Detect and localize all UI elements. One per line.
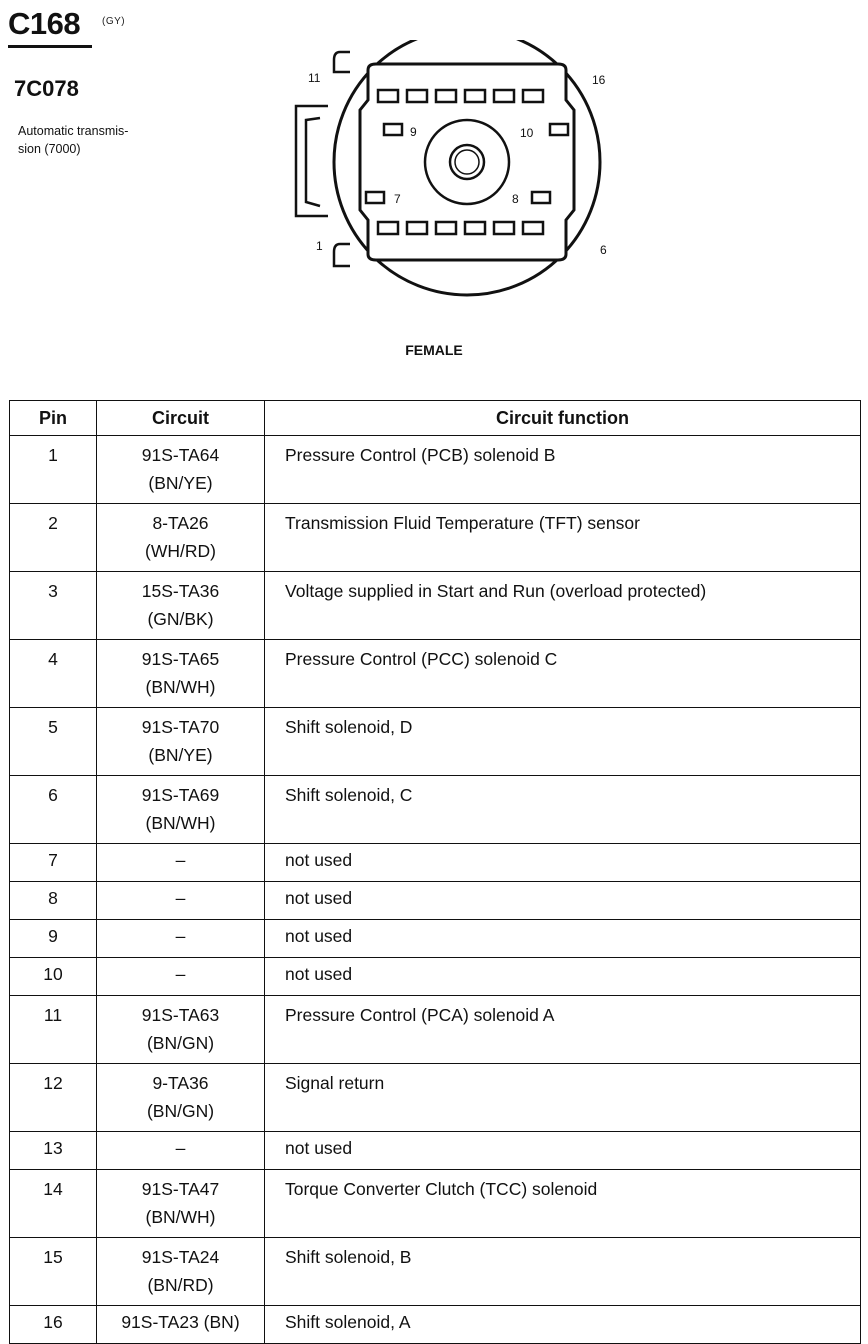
- header-circuit: Circuit: [97, 401, 265, 436]
- pin-table-body: [10, 436, 861, 1344]
- circuit-cell: [97, 920, 265, 958]
- pin-number: 5: [48, 717, 58, 737]
- circuit-function-cell: [265, 504, 861, 572]
- pin-number-cell: [10, 996, 97, 1064]
- table-row: [10, 844, 861, 882]
- circuit-function: Shift solenoid, D: [285, 717, 413, 737]
- circuit-function: Signal return: [285, 1073, 385, 1093]
- circuit-function: Shift solenoid, A: [285, 1312, 411, 1332]
- table-row: [10, 920, 861, 958]
- table-row: [10, 1306, 861, 1344]
- wire-color: (BN/WH): [145, 677, 216, 697]
- circuit-function-cell: [265, 572, 861, 640]
- pin-number: 10: [43, 964, 63, 984]
- circuit-function: Pressure Control (PCA) solenoid A: [285, 1005, 555, 1025]
- circuit-function: not used: [285, 1138, 353, 1158]
- pin-number-cell: [10, 1306, 97, 1344]
- wire-color: (BN/RD): [147, 1275, 214, 1295]
- circuit-code: –: [175, 926, 186, 946]
- circuit-function-cell: [265, 436, 861, 504]
- table-row: [10, 1132, 861, 1170]
- header-pin: Pin: [10, 401, 97, 436]
- wire-color: (BN/GN): [146, 1033, 215, 1053]
- circuit-cell: [97, 844, 265, 882]
- pin-number: 14: [43, 1179, 63, 1199]
- circuit-function-cell: [265, 1170, 861, 1238]
- circuit-cell: [97, 1238, 265, 1306]
- table-row: [10, 1170, 861, 1238]
- circuit-function: Transmission Fluid Temperature (TFT) sensor: [285, 513, 640, 533]
- pin-number-cell: [10, 640, 97, 708]
- table-row: [10, 882, 861, 920]
- circuit-function: Torque Converter Clutch (TCC) solenoid: [285, 1179, 598, 1199]
- wire-color: (BN/GN): [146, 1101, 215, 1121]
- circuit-cell: [97, 1064, 265, 1132]
- pin-number-cell: [10, 1064, 97, 1132]
- pin-number: 8: [48, 888, 58, 908]
- pin-label-10: 10: [520, 126, 534, 140]
- circuit-function: Shift solenoid, C: [285, 785, 413, 805]
- pin-label-11: 11: [308, 71, 321, 85]
- circuit-code: –: [175, 1138, 186, 1158]
- pin-number: 11: [43, 1005, 63, 1025]
- circuit-function-cell: [265, 1064, 861, 1132]
- circuit-function-cell: [265, 1238, 861, 1306]
- circuit-function: not used: [285, 888, 353, 908]
- circuit-cell: [97, 708, 265, 776]
- circuit-code: 91S-TA24: [141, 1247, 220, 1267]
- part-number: 7C078: [14, 76, 79, 101]
- circuit-function: Pressure Control (PCB) solenoid B: [285, 445, 556, 465]
- pin-label-1: 1: [316, 239, 323, 253]
- part-description: Automatic transmis- sion (7000): [18, 124, 129, 156]
- pin-number: 7: [48, 850, 58, 870]
- circuit-function-cell: [265, 844, 861, 882]
- circuit-function-cell: [265, 1132, 861, 1170]
- circuit-function: not used: [285, 926, 353, 946]
- pin-number: 6: [48, 785, 58, 805]
- pin-number: 2: [48, 513, 58, 533]
- pin-number-cell: [10, 958, 97, 996]
- pin-number-cell: [10, 844, 97, 882]
- circuit-function-cell: [265, 1306, 861, 1344]
- pin-number-cell: [10, 776, 97, 844]
- circuit-code: –: [175, 964, 186, 984]
- circuit-function-cell: [265, 996, 861, 1064]
- circuit-function-cell: [265, 708, 861, 776]
- table-row: [10, 996, 861, 1064]
- pin-number: 13: [43, 1138, 63, 1158]
- table-row: [10, 640, 861, 708]
- circuit-cell: [97, 882, 265, 920]
- pin-number-cell: [10, 572, 97, 640]
- wire-color: (WH/RD): [145, 541, 216, 561]
- pin-label-6: 6: [600, 243, 607, 257]
- pin-table: [9, 400, 861, 1344]
- pin-number: 15: [43, 1247, 63, 1267]
- circuit-code: –: [175, 888, 186, 908]
- circuit-function: Shift solenoid, B: [285, 1247, 412, 1267]
- table-row: [10, 504, 861, 572]
- wire-color: (BN/YE): [148, 473, 213, 493]
- circuit-cell: [97, 1132, 265, 1170]
- table-row: [10, 958, 861, 996]
- circuit-code: 91S-TA64: [141, 445, 220, 465]
- pin-label-9: 9: [410, 125, 417, 139]
- wire-color: (GN/BK): [147, 609, 214, 629]
- pin-number: 16: [43, 1312, 63, 1332]
- circuit-cell: [97, 776, 265, 844]
- pin-number: 3: [48, 581, 58, 601]
- pin-number-cell: [10, 1238, 97, 1306]
- table-row: [10, 708, 861, 776]
- pin-number-cell: [10, 436, 97, 504]
- circuit-function-cell: [265, 640, 861, 708]
- circuit-cell: [97, 996, 265, 1064]
- connector-id: C168: [8, 6, 81, 41]
- circuit-code: 91S-TA69: [141, 785, 220, 805]
- pin-number-cell: [10, 920, 97, 958]
- pin-label-7: 7: [394, 192, 401, 206]
- pin-number-cell: [10, 1170, 97, 1238]
- view-label: FEMALE: [405, 342, 463, 358]
- connector-color: (GY): [102, 16, 126, 27]
- circuit-cell: [97, 504, 265, 572]
- circuit-cell: [97, 640, 265, 708]
- wire-color: (BN/WH): [145, 1207, 216, 1227]
- circuit-code: 91S-TA65: [141, 649, 220, 669]
- circuit-code: 91S-TA47: [141, 1179, 220, 1199]
- wire-color: (BN/YE): [148, 745, 213, 765]
- circuit-code: 91S-TA23 (BN): [121, 1312, 240, 1332]
- wire-color: (BN/WH): [145, 813, 216, 833]
- pin-number: 4: [48, 649, 58, 669]
- table-row: [10, 436, 861, 504]
- circuit-code: 9-TA36: [152, 1073, 209, 1093]
- pin-label-16: 16: [592, 73, 606, 87]
- circuit-function-cell: [265, 882, 861, 920]
- pin-number: 1: [48, 445, 58, 465]
- circuit-cell: [97, 958, 265, 996]
- circuit-function: Voltage supplied in Start and Run (overload protected): [285, 581, 707, 601]
- table-row: [10, 776, 861, 844]
- table-header-row: [10, 401, 861, 436]
- circuit-function-cell: [265, 958, 861, 996]
- circuit-function-cell: [265, 776, 861, 844]
- circuit-code: 91S-TA63: [141, 1005, 220, 1025]
- circuit-function: Pressure Control (PCC) solenoid C: [285, 649, 558, 669]
- circuit-function: not used: [285, 850, 353, 870]
- center-post-inner: [455, 150, 479, 174]
- pin-number: 12: [43, 1073, 63, 1093]
- circuit-code: 91S-TA70: [141, 717, 220, 737]
- table-row: [10, 1064, 861, 1132]
- connector-diagram: [280, 40, 620, 310]
- circuit-function: not used: [285, 964, 353, 984]
- circuit-code: 8-TA26: [152, 513, 209, 533]
- pin-number-cell: [10, 708, 97, 776]
- circuit-cell: [97, 1306, 265, 1344]
- pin-number: 9: [48, 926, 58, 946]
- circuit-code: –: [175, 850, 186, 870]
- circuit-function-cell: [265, 920, 861, 958]
- table-row: [10, 1238, 861, 1306]
- pin-number-cell: [10, 882, 97, 920]
- circuit-cell: [97, 1170, 265, 1238]
- header-function: Circuit function: [265, 401, 861, 436]
- pin-number-cell: [10, 1132, 97, 1170]
- circuit-cell: [97, 436, 265, 504]
- pin-number-cell: [10, 504, 97, 572]
- connector-id-underline: [8, 45, 92, 48]
- pin-label-8: 8: [512, 192, 519, 206]
- circuit-cell: [97, 572, 265, 640]
- circuit-code: 15S-TA36: [141, 581, 220, 601]
- table-row: [10, 572, 861, 640]
